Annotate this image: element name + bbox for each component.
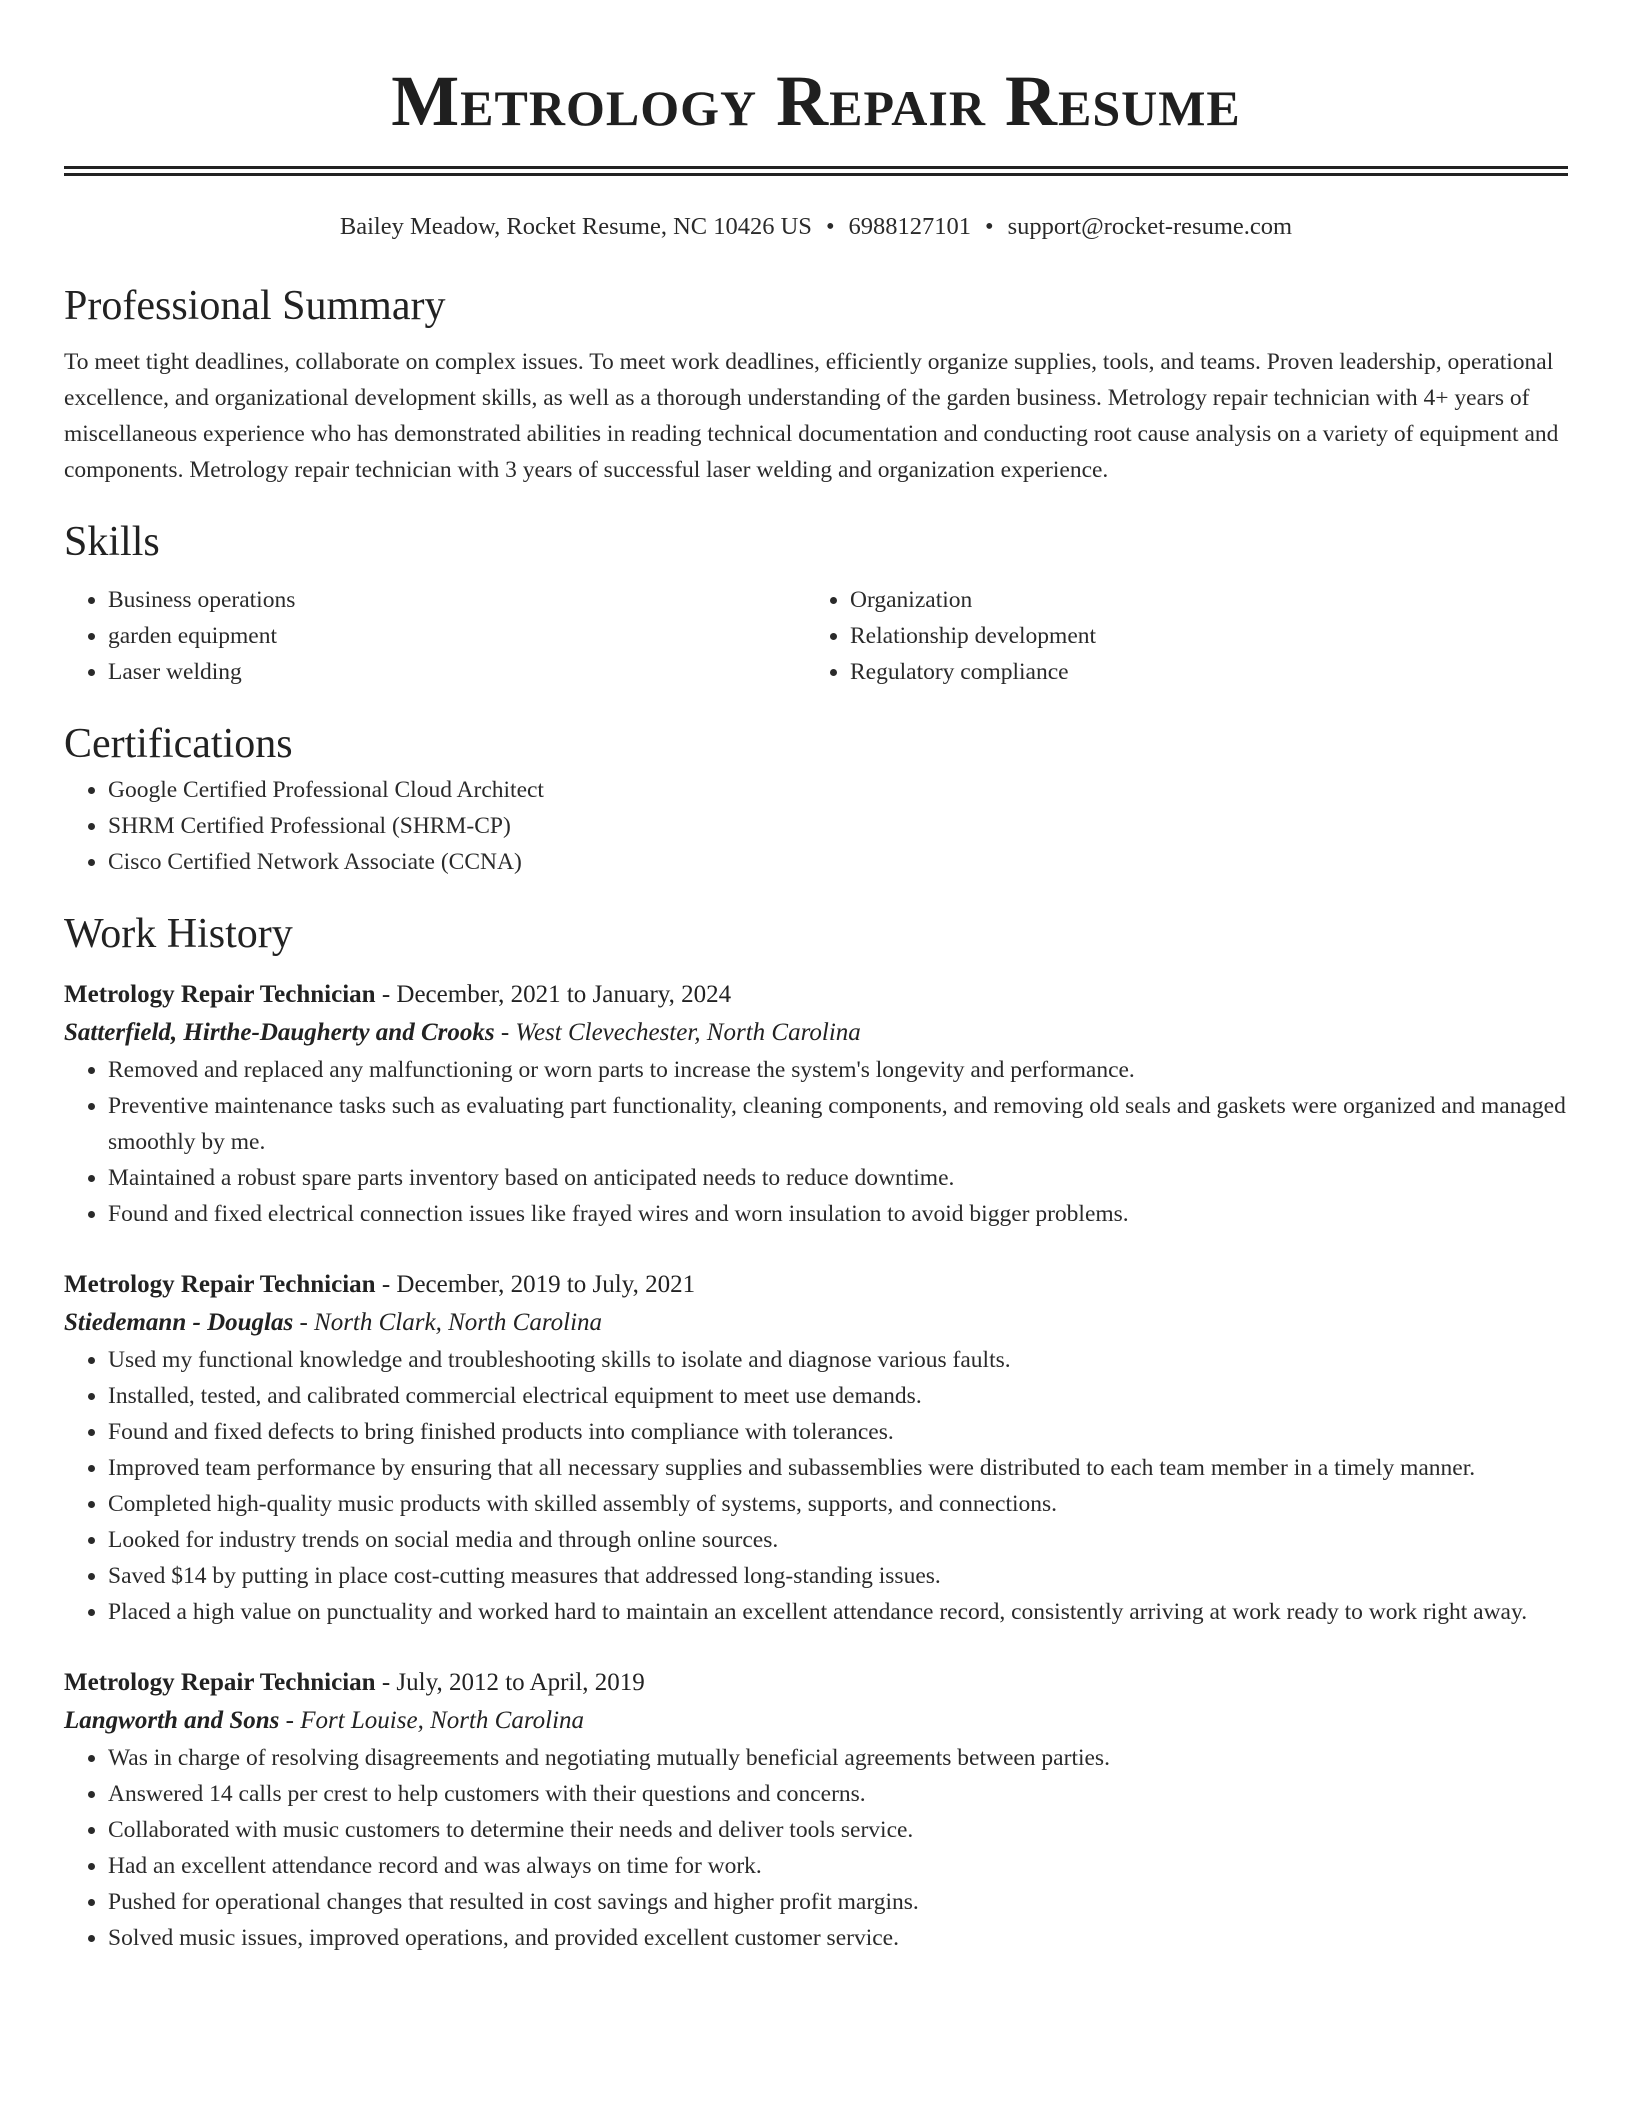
certification-item: • SHRM Certified Professional (SHRM-CP) [108,808,1568,844]
skills-grid [64,582,1568,690]
job-title-line [64,976,1568,1014]
job-location: - Fort Louise, North Carolina [279,1707,585,1734]
job-bullet: • Collaborated with music customers to determine their needs and deliver tools service. [108,1812,1568,1848]
certification-item: • Cisco Certified Network Associate (CCNA) [108,844,1568,880]
job-company: Langworth and Sons [64,1707,280,1734]
title-divider [64,166,1568,176]
job-location: - North Clark, North Carolina [293,1309,603,1336]
skill-item: • Organization [850,582,1548,618]
certifications-heading: Certifications [64,721,293,767]
work-history-heading: Work History [64,911,293,957]
job-title-line [64,1664,1568,1702]
job-company-line [64,1304,1568,1342]
job-bullet: • Maintained a robust spare parts inventory based on anticipated needs to reduce downtime. [108,1160,1568,1196]
contact-phone: 6988127101 [848,213,972,240]
job-dates: - December, 2019 to July, 2021 [375,1271,696,1298]
job-dates: - July, 2012 to April, 2019 [375,1669,645,1696]
certifications-list [64,772,1568,880]
job-role: Metrology Repair Technician [64,981,376,1008]
job-company: Stiedemann - Douglas [64,1309,294,1336]
skill-item: • Laser welding [108,654,806,690]
contact-email: support@rocket-resume.com [1007,213,1293,240]
contact-address: Bailey Meadow, Rocket Resume, NC 10426 US [339,213,812,240]
job-bullet: • Pushed for operational changes that resulted in cost savings and higher profit margins. [108,1884,1568,1920]
skills-list-right [806,582,1548,690]
skill-item: • Regulatory compliance [850,654,1548,690]
job-bullet: • Preventive maintenance tasks such as evaluating part functionality, cleaning components, and removing old seals and gaskets were organized and managed smoothly by me. [108,1088,1568,1160]
job-company: Satterfield, Hirthe-Daugherty and Crooks [64,1019,495,1046]
job-bullet: • Placed a high value on punctuality and worked hard to maintain an excellent attendance record, consistently arriving at work ready to work right away. [108,1594,1568,1630]
job-bullet: • Saved $14 by putting in place cost-cutting measures that addressed long-standing issues. [108,1558,1568,1594]
job-bullet: • Found and fixed electrical connection issues like frayed wires and worn insulation to avoid bigger problems. [108,1196,1568,1232]
job-bullet: • Completed high-quality music products with skilled assembly of systems, supports, and connections. [108,1486,1568,1522]
summary-heading: Professional Summary [64,283,446,329]
job-bullet: • Installed, tested, and calibrated commercial electrical equipment to meet use demands. [108,1378,1568,1414]
skill-item: • Business operations [108,582,806,618]
resume-title: Metrology Repair Resume [391,61,1241,141]
job-location: - West Clevechester, North Carolina [494,1019,861,1046]
job-company-line [64,1014,1568,1052]
job-bullet: • Used my functional knowledge and troubleshooting skills to isolate and diagnose various faults. [108,1342,1568,1378]
job-bullets [64,1342,1568,1630]
job-entry [64,976,1568,1232]
job-bullet: • Improved team performance by ensuring that all necessary supplies and subassemblies were distributed to each team member in a timely manner. [108,1450,1568,1486]
contact-separator: • [985,213,994,240]
job-bullet: • Was in charge of resolving disagreements and negotiating mutually beneficial agreements between parties. [108,1740,1568,1776]
job-bullet: • Removed and replaced any malfunctioning or worn parts to increase the system's longevity and performance. [108,1052,1568,1088]
contact-separator: • [825,213,835,240]
job-bullets [64,1052,1568,1232]
job-bullet: • Had an excellent attendance record and was always on time for work. [108,1848,1568,1884]
skill-item: • garden equipment [108,618,806,654]
job-entry [64,1664,1568,1956]
job-bullet: • Solved music issues, improved operations, and provided excellent customer service. [108,1920,1568,1956]
contact-line [64,210,1568,244]
job-bullet: • Answered 14 calls per crest to help customers with their questions and concerns. [108,1776,1568,1812]
job-dates: - December, 2021 to January, 2024 [375,981,732,1008]
summary-text: To meet tight deadlines, collaborate on complex issues. To meet work deadlines, efficiently organize supplies, tools, and teams. Proven leadership, operational excellence, and organizational development skills, as well as a thorough understanding of the garden business. Metrology repair technician with 4+ years of miscellaneous experience who has demonstrated abilities in reading technical documentation and conducting root cause analysis on a variety of equipment and components. Metrology repair technician with 3 years of successful laser welding and organization experience. [64,349,1559,483]
job-bullet: • Found and fixed defects to bring finished products into compliance with tolerances. [108,1414,1568,1450]
skill-item: • Relationship development [850,618,1548,654]
job-role: Metrology Repair Technician [64,1271,376,1298]
skills-column-left [64,582,806,690]
job-title-line [64,1266,1568,1304]
job-company-line [64,1702,1568,1740]
skills-heading: Skills [64,519,160,565]
job-entry [64,1266,1568,1630]
job-role: Metrology Repair Technician [64,1669,376,1696]
job-bullets [64,1740,1568,1956]
skills-column-right [806,582,1548,690]
certification-item: • Google Certified Professional Cloud Architect [108,772,1568,808]
job-bullet: • Looked for industry trends on social media and through online sources. [108,1522,1568,1558]
skills-list-left [64,582,806,690]
